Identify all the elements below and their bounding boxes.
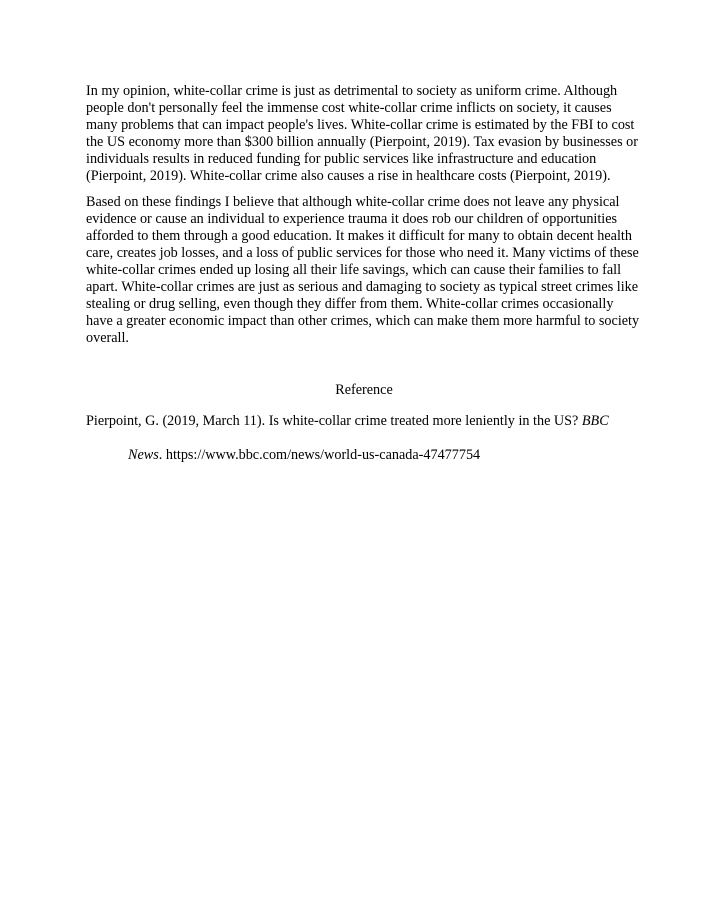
reference-citation-text: Pierpoint, G. (2019, March 11). Is white-collar crime treated more leniently in the US? [86,413,582,430]
reference-heading: Reference [335,382,393,399]
reference-source-title: BBC News [128,413,609,464]
reference-entry [86,404,642,472]
document-body [86,83,642,472]
paragraph-2: Based on these findings I believe that although white-collar crime does not leave any physical evidence or cause an individual to experience trauma it does rob our children of opportunities afforded to them through a good education. It makes it difficult for many to obtain decent health care, creates job losses, and a loss of public services for those who need it. Many victims of these white-collar crimes ended up losing all their life savings, which can cause their families to fall apart. White-collar crimes are just as serious and damaging to society as typical street crimes like stealing or drug selling, even though they differ from them. White-collar crimes occasionally have a greater economic impact than other crimes, which can make them more harmful to society overall. [86,193,640,347]
paragraph-1: In my opinion, white-collar crime is just as detrimental to society as uniform crime. Although people don't personally feel the immense cost white-collar crime inflicts on society, it causes many problems that can impact people's lives. White-collar crime is estimated by the FBI to cost the US economy more than $300 billion annually (Pierpoint, 2019). Tax evasion by businesses or individuals results in reduced funding for public services like infrastructure and education (Pierpoint, 2019). White-collar crime also causes a rise in healthcare costs (Pierpoint, 2019). [86,83,638,185]
reference-url-text: . https://www.bbc.com/news/world-us-canada-47477754 [158,447,481,464]
